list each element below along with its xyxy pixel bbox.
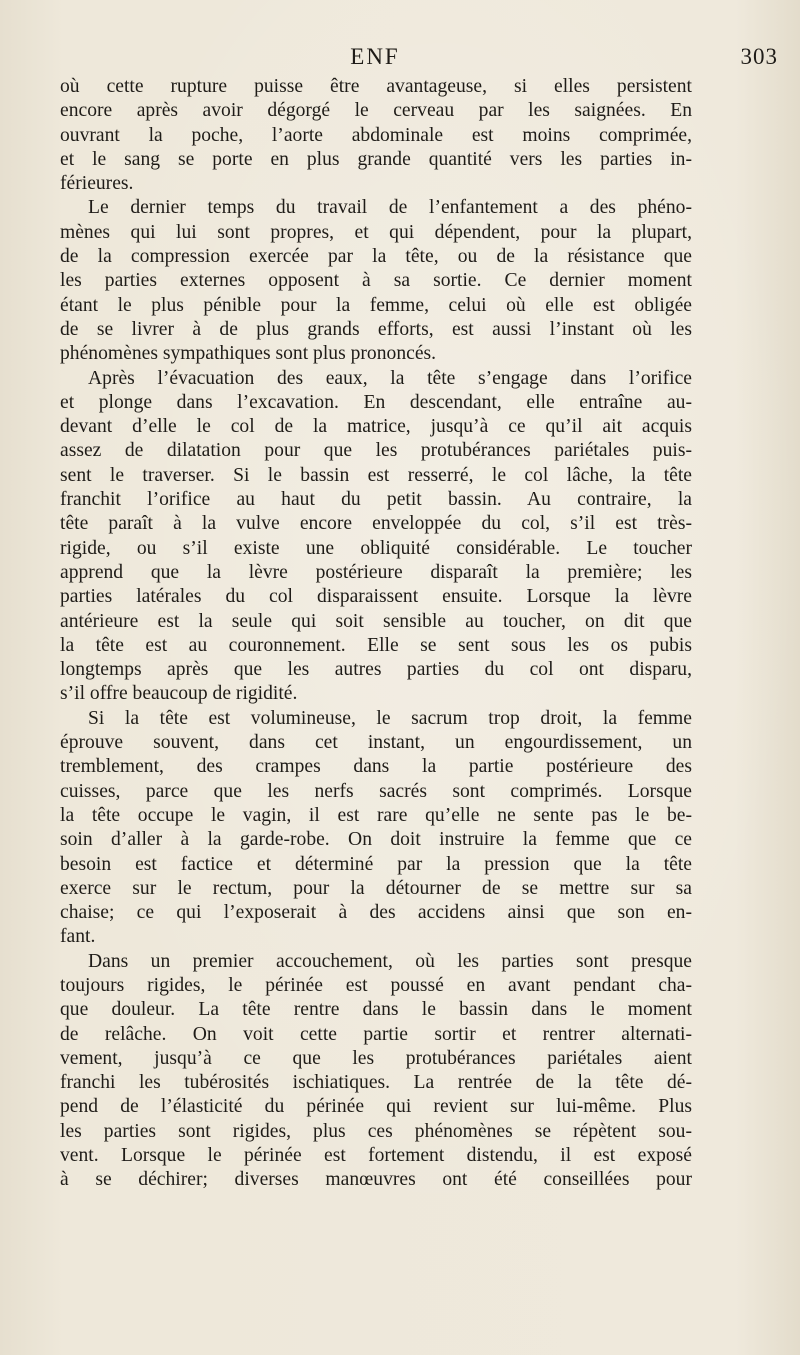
text-line: éprouve souvent, dans cet instant, un engourdissement, un — [60, 732, 692, 754]
text-line: les parties externes opposent à sa sortie. Ce dernier moment — [60, 270, 692, 292]
text-line: encore après avoir dégorgé le cerveau par les saignées. En — [60, 100, 692, 122]
text-line: ouvrant la poche, l’aorte abdominale est moins comprimée, — [60, 124, 692, 146]
text-line: parties latérales du col disparaissent ensuite. Lorsque la lèvre — [60, 586, 692, 608]
page-header — [60, 44, 800, 72]
text-line: à se déchirer; diverses manœuvres ont été conseillées pour — [60, 1169, 692, 1191]
text-line: pend de l’élasticité du périnée qui revient sur lui-même. Plus — [60, 1096, 692, 1118]
text-line: cuisses, parce que les nerfs sacrés sont comprimés. Lorsque — [60, 780, 692, 802]
text-line: de relâche. On voit cette partie sortir et rentrer alternati- — [60, 1023, 692, 1045]
text-line: longtemps après que les autres parties du col ont disparu, — [60, 659, 692, 681]
text-line: les parties sont rigides, plus ces phénomènes se répètent sou- — [60, 1120, 692, 1142]
text-line: de la compression exercée par la tête, ou de la résistance que — [60, 246, 692, 268]
text-line: antérieure est la seule qui soit sensible au toucher, on dit que — [60, 610, 692, 632]
text-line: de se livrer à de plus grands efforts, est aussi l’instant où les — [60, 318, 692, 340]
text-line: Si la tête est volumineuse, le sacrum trop droit, la femme — [88, 707, 692, 729]
text-line: fant. — [60, 926, 96, 948]
text-line: toujours rigides, le périnée est poussé en avant pendant cha- — [60, 974, 692, 996]
text-line: tremblement, des crampes dans la partie postérieure des — [60, 756, 692, 778]
text-line: Le dernier temps du travail de l’enfantement a des phéno- — [88, 197, 692, 219]
text-line: étant le plus pénible pour la femme, celui où elle est obligée — [60, 294, 692, 316]
text-line: tête paraît à la vulve encore enveloppée du col, s’il est très- — [60, 513, 692, 535]
text-line: chaise; ce qui l’exposerait à des accidens ainsi que son en- — [60, 902, 692, 924]
text-line: vent. Lorsque le périnée est fortement distendu, il est exposé — [60, 1145, 692, 1167]
text-line: besoin est factice et déterminé par la pression que la tête — [60, 853, 692, 875]
text-line: franchi les tubérosités ischiatiques. La rentrée de la tête dé- — [60, 1072, 692, 1094]
text-line: soin d’aller à la garde-robe. On doit instruire la femme que ce — [60, 829, 692, 851]
text-line: et le sang se porte en plus grande quantité vers les parties in- — [60, 148, 692, 170]
text-line: phénomènes sympathiques sont plus prononcés. — [60, 343, 437, 365]
text-line: sent le traverser. Si le bassin est resserré, le col lâche, la tête — [60, 464, 692, 486]
text-line: rigide, ou s’il existe une obliquité considérable. Le toucher — [60, 537, 692, 559]
text-line: s’il offre beaucoup de rigidité. — [60, 683, 298, 705]
text-line: vement, jusqu’à ce que les protubérances pariétales aient — [60, 1047, 692, 1069]
text-line: la tête occupe le vagin, il est rare qu’elle ne sente pas le be- — [60, 804, 692, 826]
text-line: où cette rupture puisse être avantageuse, si elles persistent — [60, 76, 692, 97]
text-line: exerce sur le rectum, pour la détourner de se mettre sur sa — [60, 877, 692, 899]
text-line: apprend que la lèvre postérieure disparaît la première; les — [60, 561, 692, 583]
text-line: Dans un premier accouchement, où les parties sont presque — [88, 950, 692, 972]
running-head: ENF — [350, 44, 400, 69]
text-line: assez de dilatation pour que les protubérances pariétales puis- — [60, 440, 692, 462]
text-line: devant d’elle le col de la matrice, jusqu’à ce qu’il ait acquis — [60, 416, 692, 438]
text-line: la tête est au couronnement. Elle se sent sous les os pubis — [60, 634, 692, 656]
text-line: Après l’évacuation des eaux, la tête s’engage dans l’orifice — [88, 367, 692, 389]
text-line: que douleur. La tête rentre dans le bassin dans le moment — [60, 999, 692, 1021]
text-line: franchit l’orifice au haut du petit bassin. Au contraire, la — [60, 489, 692, 511]
text-line: mènes qui lui sont propres, et qui dépendent, pour la plupart, — [60, 221, 692, 243]
body-text — [60, 75, 692, 1193]
page-number: 303 — [740, 44, 778, 69]
text-line: et plonge dans l’excavation. En descendant, elle entraîne au- — [60, 391, 692, 413]
text-line: férieures. — [60, 173, 134, 195]
